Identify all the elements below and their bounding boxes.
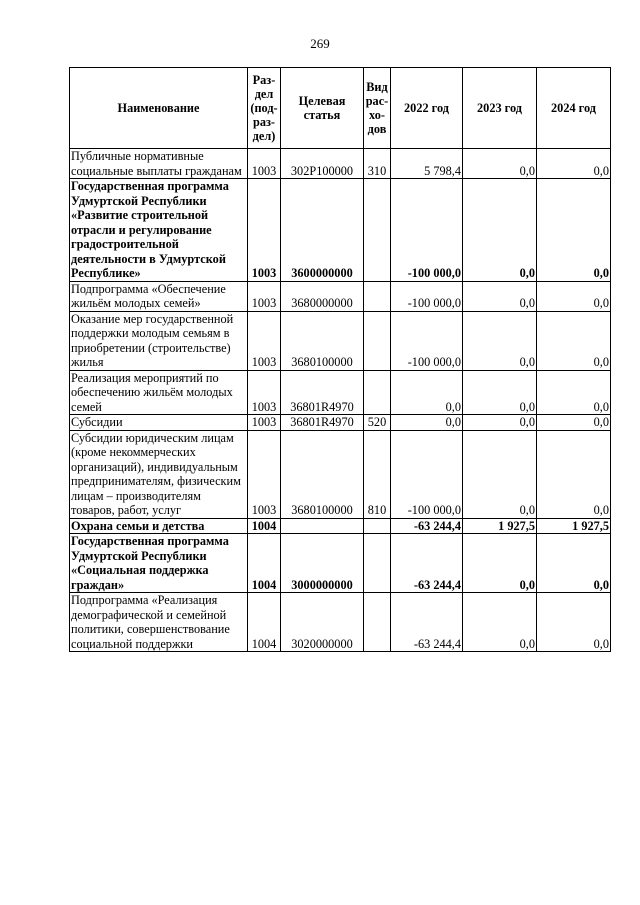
cell-2024: 0,0 bbox=[537, 179, 611, 282]
cell-name: Подпрограмма «Обеспечение жильём молодых семей» bbox=[70, 281, 248, 311]
header-name: Наименование bbox=[70, 68, 248, 149]
cell-name: Оказание мер государственной поддержки молодым семьям в приобретении (строительстве) жилья bbox=[70, 311, 248, 370]
cell-section: 1003 bbox=[248, 370, 281, 415]
cell-2024: 0,0 bbox=[537, 415, 611, 431]
table-row bbox=[70, 430, 611, 518]
cell-target: 3020000000 bbox=[281, 593, 364, 652]
cell-target: 3680100000 bbox=[281, 430, 364, 518]
cell-section: 1003 bbox=[248, 415, 281, 431]
cell-2022: -63 244,4 bbox=[391, 593, 463, 652]
header-2022: 2022 год bbox=[391, 68, 463, 149]
cell-2024: 0,0 bbox=[537, 534, 611, 593]
cell-type: 520 bbox=[364, 415, 391, 431]
header-type: Вид рас-хо-дов bbox=[364, 68, 391, 149]
cell-2024: 1 927,5 bbox=[537, 518, 611, 534]
cell-type: 810 bbox=[364, 430, 391, 518]
cell-target: 302P100000 bbox=[281, 149, 364, 179]
cell-2024: 0,0 bbox=[537, 311, 611, 370]
cell-2022: 5 798,4 bbox=[391, 149, 463, 179]
cell-2024: 0,0 bbox=[537, 430, 611, 518]
cell-target: 3000000000 bbox=[281, 534, 364, 593]
table-row bbox=[70, 593, 611, 652]
cell-2022: -100 000,0 bbox=[391, 430, 463, 518]
table-row bbox=[70, 370, 611, 415]
cell-section: 1003 bbox=[248, 430, 281, 518]
cell-section: 1003 bbox=[248, 311, 281, 370]
cell-target: 36801R4970 bbox=[281, 370, 364, 415]
cell-2022: -100 000,0 bbox=[391, 311, 463, 370]
cell-type bbox=[364, 311, 391, 370]
cell-target: 3680000000 bbox=[281, 281, 364, 311]
cell-type: 310 bbox=[364, 149, 391, 179]
cell-type bbox=[364, 518, 391, 534]
header-row bbox=[70, 68, 611, 149]
table-row bbox=[70, 415, 611, 431]
cell-2023: 0,0 bbox=[463, 415, 537, 431]
table-body bbox=[70, 149, 611, 652]
cell-name: Государственная программа Удмуртской Республики «Социальная поддержка граждан» bbox=[70, 534, 248, 593]
cell-2024: 0,0 bbox=[537, 593, 611, 652]
cell-name: Субсидии bbox=[70, 415, 248, 431]
cell-2023: 0,0 bbox=[463, 281, 537, 311]
cell-2023: 0,0 bbox=[463, 149, 537, 179]
table-row bbox=[70, 149, 611, 179]
cell-name: Охрана семьи и детства bbox=[70, 518, 248, 534]
cell-section: 1004 bbox=[248, 534, 281, 593]
cell-2023: 1 927,5 bbox=[463, 518, 537, 534]
cell-name: Публичные нормативные социальные выплаты гражданам bbox=[70, 149, 248, 179]
cell-type bbox=[364, 593, 391, 652]
header-target: Целевая статья bbox=[281, 68, 364, 149]
cell-2022: 0,0 bbox=[391, 415, 463, 431]
cell-target bbox=[281, 518, 364, 534]
cell-name: Реализация мероприятий по обеспечению жильём молодых семей bbox=[70, 370, 248, 415]
table-row bbox=[70, 518, 611, 534]
table-row bbox=[70, 281, 611, 311]
cell-type bbox=[364, 179, 391, 282]
cell-type bbox=[364, 370, 391, 415]
cell-2022: -100 000,0 bbox=[391, 179, 463, 282]
cell-target: 3680100000 bbox=[281, 311, 364, 370]
cell-section: 1003 bbox=[248, 281, 281, 311]
table-row bbox=[70, 534, 611, 593]
cell-2022: 0,0 bbox=[391, 370, 463, 415]
cell-2023: 0,0 bbox=[463, 179, 537, 282]
header-section: Раз-дел (под-раз-дел) bbox=[248, 68, 281, 149]
table-row bbox=[70, 179, 611, 282]
cell-2023: 0,0 bbox=[463, 534, 537, 593]
cell-type bbox=[364, 281, 391, 311]
cell-name: Государственная программа Удмуртской Республики «Развитие строительной отрасли и регулирование градостроительной деятельности в Удмуртской Республике» bbox=[70, 179, 248, 282]
header-2023: 2023 год bbox=[463, 68, 537, 149]
cell-2022: -100 000,0 bbox=[391, 281, 463, 311]
cell-2024: 0,0 bbox=[537, 149, 611, 179]
cell-type bbox=[364, 534, 391, 593]
cell-2023: 0,0 bbox=[463, 370, 537, 415]
cell-2022: -63 244,4 bbox=[391, 518, 463, 534]
cell-section: 1004 bbox=[248, 593, 281, 652]
page-number: 269 bbox=[310, 36, 330, 51]
budget-table bbox=[69, 67, 611, 652]
cell-target: 3600000000 bbox=[281, 179, 364, 282]
cell-section: 1004 bbox=[248, 518, 281, 534]
cell-name: Подпрограмма «Реализация демографической и семейной политики, совершенствование социальной поддержки bbox=[70, 593, 248, 652]
table-row bbox=[70, 311, 611, 370]
cell-2024: 0,0 bbox=[537, 281, 611, 311]
header-2024: 2024 год bbox=[537, 68, 611, 149]
cell-name: Субсидии юридическим лицам (кроме некоммерческих организаций), индивидуальным предпринимателям, физическим лицам – производителям товаров, работ, услуг bbox=[70, 430, 248, 518]
cell-target: 36801R4970 bbox=[281, 415, 364, 431]
cell-section: 1003 bbox=[248, 179, 281, 282]
cell-2023: 0,0 bbox=[463, 311, 537, 370]
cell-2023: 0,0 bbox=[463, 430, 537, 518]
cell-2024: 0,0 bbox=[537, 370, 611, 415]
cell-2023: 0,0 bbox=[463, 593, 537, 652]
cell-section: 1003 bbox=[248, 149, 281, 179]
cell-2022: -63 244,4 bbox=[391, 534, 463, 593]
